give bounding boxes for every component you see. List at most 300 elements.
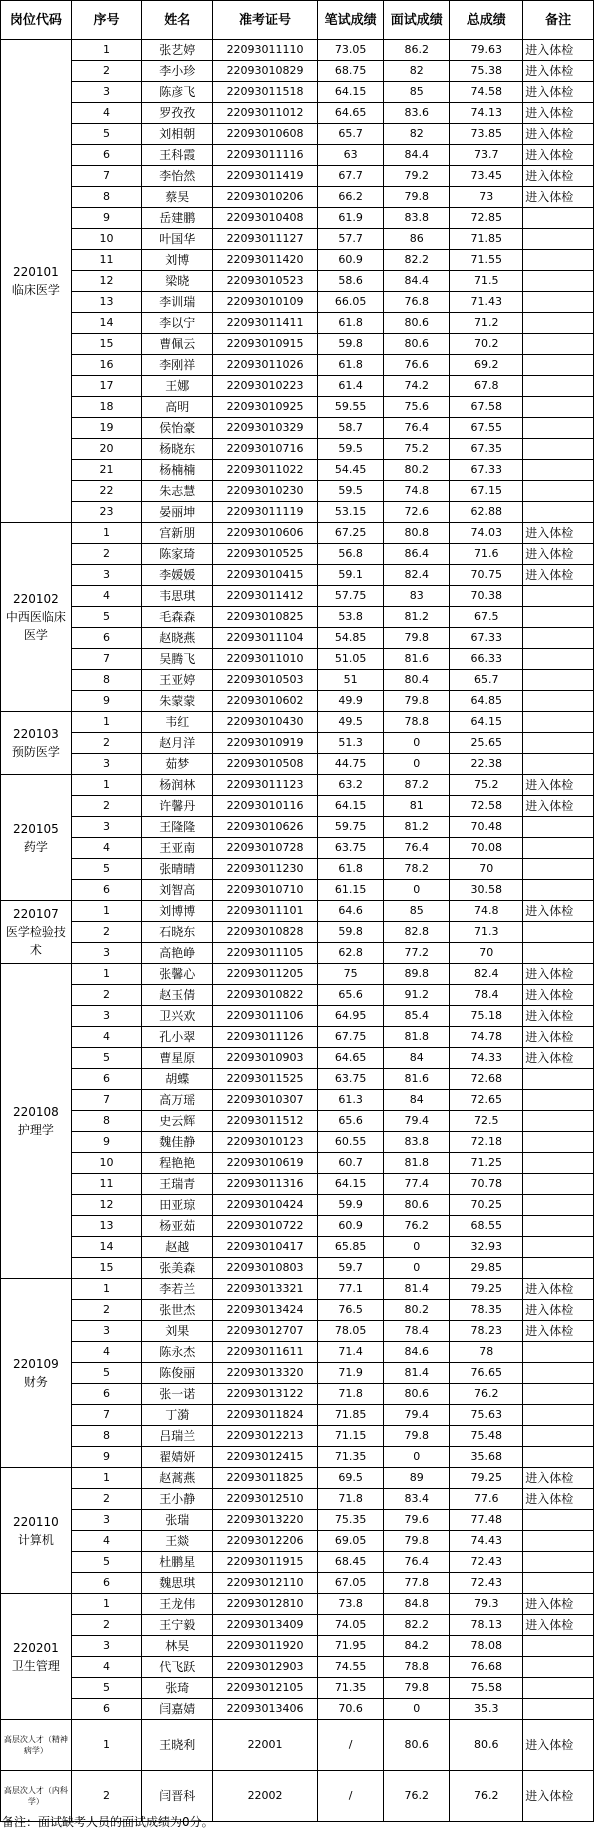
table-row (1, 1300, 594, 1321)
cell-total: 74.03 (450, 523, 523, 544)
cell-name: 赵蒿燕 (142, 1468, 213, 1489)
position-title: 药学 (23, 839, 48, 854)
cell-total: 77.48 (450, 1510, 523, 1531)
cell-seq: 3 (71, 82, 142, 103)
table-row (1, 817, 594, 838)
cell-written: 63.75 (318, 1069, 384, 1090)
cell-ticket: 22093012810 (213, 1594, 318, 1615)
cell-interview: 78.8 (384, 1657, 450, 1678)
cell-interview: 83 (384, 586, 450, 607)
cell-total: 72.18 (450, 1132, 523, 1153)
cell-name: 杨润林 (142, 775, 213, 796)
cell-note (523, 859, 594, 880)
table-row (1, 670, 594, 691)
header-row (1, 1, 594, 40)
cell-note (523, 418, 594, 439)
position-title: 卫生管理 (11, 1658, 60, 1673)
table-row (1, 1510, 594, 1531)
cell-interview: 0 (384, 733, 450, 754)
table-row (1, 523, 594, 544)
cell-note (523, 1447, 594, 1468)
cell-note (523, 1363, 594, 1384)
table-row (1, 775, 594, 796)
table-row (1, 187, 594, 208)
cell-ticket: 22093011512 (213, 1111, 318, 1132)
cell-total: 67.15 (450, 481, 523, 502)
cell-seq: 3 (71, 565, 142, 586)
cell-seq: 1 (71, 964, 142, 985)
cell-name: 韦红 (142, 712, 213, 733)
cell-written: 65.7 (318, 124, 384, 145)
cell-note (523, 1699, 594, 1720)
cell-name: 宫新朋 (142, 523, 213, 544)
cell-name: 陈家琦 (142, 544, 213, 565)
cell-note (523, 1174, 594, 1195)
cell-name: 韦思琪 (142, 586, 213, 607)
position-title: 医学检验技术 (5, 925, 66, 957)
cell-total: 71.85 (450, 229, 523, 250)
cell-name: 曹佩云 (142, 334, 213, 355)
cell-written: 51.05 (318, 649, 384, 670)
cell-ticket: 22093011525 (213, 1069, 318, 1090)
cell-note (523, 397, 594, 418)
cell-written: 67.7 (318, 166, 384, 187)
cell-total: 71.2 (450, 313, 523, 334)
cell-seq: 9 (71, 208, 142, 229)
cell-total: 72.43 (450, 1552, 523, 1573)
cell-note (523, 838, 594, 859)
cell-seq: 2 (71, 1615, 142, 1636)
cell-seq: 6 (71, 880, 142, 901)
cell-name: 高明 (142, 397, 213, 418)
cell-seq: 8 (71, 187, 142, 208)
cell-interview: 79.8 (384, 1531, 450, 1552)
table-row (1, 607, 594, 628)
cell-ticket: 22093011920 (213, 1636, 318, 1657)
cell-ticket: 22093011230 (213, 859, 318, 880)
cell-interview: 81.4 (384, 1363, 450, 1384)
cell-seq: 7 (71, 1405, 142, 1426)
cell-name: 张世杰 (142, 1300, 213, 1321)
cell-ticket: 22093011104 (213, 628, 318, 649)
cell-written: 60.55 (318, 1132, 384, 1153)
cell-name: 李媛媛 (142, 565, 213, 586)
cell-name: 张晴晴 (142, 859, 213, 880)
cell-name: 张艺婷 (142, 40, 213, 61)
cell-name: 孔小翠 (142, 1027, 213, 1048)
cell-ticket: 22093011316 (213, 1174, 318, 1195)
cell-name: 闫晋科 (142, 1771, 213, 1822)
cell-note: 进入体检 (523, 187, 594, 208)
cell-written: 44.75 (318, 754, 384, 775)
position-title: 计算机 (17, 1532, 54, 1547)
cell-note: 进入体检 (523, 565, 594, 586)
cell-ticket: 22093010503 (213, 670, 318, 691)
cell-written: 59.5 (318, 481, 384, 502)
cell-total: 69.2 (450, 355, 523, 376)
cell-interview: 81.2 (384, 607, 450, 628)
table-row (1, 334, 594, 355)
cell-total: 22.38 (450, 754, 523, 775)
cell-seq: 9 (71, 1132, 142, 1153)
cell-note: 进入体检 (523, 124, 594, 145)
cell-written: 59.75 (318, 817, 384, 838)
cell-seq: 4 (71, 1657, 142, 1678)
cell-total: 71.5 (450, 271, 523, 292)
table-row (1, 943, 594, 964)
cell-name: 晏丽坤 (142, 502, 213, 523)
table-row (1, 1447, 594, 1468)
table-row (1, 1279, 594, 1300)
cell-note: 进入体检 (523, 1279, 594, 1300)
cell-written: 61.8 (318, 859, 384, 880)
cell-seq: 21 (71, 460, 142, 481)
cell-note (523, 1678, 594, 1699)
cell-seq: 4 (71, 586, 142, 607)
cell-seq: 5 (71, 1363, 142, 1384)
cell-total: 70.48 (450, 817, 523, 838)
cell-total: 62.88 (450, 502, 523, 523)
cell-interview: 81.8 (384, 1027, 450, 1048)
cell-interview: 79.6 (384, 1510, 450, 1531)
cell-written: 49.9 (318, 691, 384, 712)
cell-ticket: 22093011126 (213, 1027, 318, 1048)
cell-total: 74.58 (450, 82, 523, 103)
cell-ticket: 22093010608 (213, 124, 318, 145)
cell-interview: 91.2 (384, 985, 450, 1006)
cell-ticket: 22093010710 (213, 880, 318, 901)
position-cell (1, 1279, 72, 1468)
cell-note: 进入体检 (523, 82, 594, 103)
cell-total: 72.5 (450, 1111, 523, 1132)
cell-note: 进入体检 (523, 523, 594, 544)
cell-seq: 20 (71, 439, 142, 460)
cell-interview: 0 (384, 1699, 450, 1720)
table-row (1, 985, 594, 1006)
cell-ticket: 22093010307 (213, 1090, 318, 1111)
cell-total: 75.48 (450, 1426, 523, 1447)
cell-note: 进入体检 (523, 61, 594, 82)
cell-name: 陈彦飞 (142, 82, 213, 103)
cell-interview: 79.8 (384, 1426, 450, 1447)
table-row (1, 82, 594, 103)
cell-interview: 84.2 (384, 1636, 450, 1657)
cell-interview: 86 (384, 229, 450, 250)
cell-interview: 76.4 (384, 418, 450, 439)
table-row (1, 418, 594, 439)
cell-interview: 0 (384, 1447, 450, 1468)
table-row (1, 880, 594, 901)
header-interview: 面试成绩 (384, 1, 450, 40)
cell-total: 79.3 (450, 1594, 523, 1615)
cell-written: 60.9 (318, 1216, 384, 1237)
table-row (1, 1594, 594, 1615)
table-row (1, 1027, 594, 1048)
cell-name: 李以宁 (142, 313, 213, 334)
cell-note (523, 208, 594, 229)
cell-name: 吴腾飞 (142, 649, 213, 670)
cell-total: 70.38 (450, 586, 523, 607)
cell-name: 李怡然 (142, 166, 213, 187)
cell-written: 71.95 (318, 1636, 384, 1657)
cell-seq: 3 (71, 1321, 142, 1342)
cell-seq: 5 (71, 124, 142, 145)
cell-note (523, 1258, 594, 1279)
cell-total: 76.2 (450, 1771, 523, 1822)
cell-seq: 2 (71, 733, 142, 754)
position-code: 220201 (12, 1640, 59, 1655)
cell-interview: 85 (384, 901, 450, 922)
cell-interview: 80.6 (384, 1720, 450, 1771)
cell-ticket: 22093011022 (213, 460, 318, 481)
cell-interview: 84.6 (384, 1342, 450, 1363)
cell-total: 67.58 (450, 397, 523, 418)
cell-ticket: 22093013122 (213, 1384, 318, 1405)
table-row (1, 439, 594, 460)
position-code: 220107 (12, 907, 59, 921)
cell-note: 进入体检 (523, 1300, 594, 1321)
cell-total: 66.33 (450, 649, 523, 670)
cell-interview: 83.4 (384, 1489, 450, 1510)
cell-name: 李训瑞 (142, 292, 213, 313)
cell-written: 73.8 (318, 1594, 384, 1615)
cell-ticket: 22093011915 (213, 1552, 318, 1573)
cell-name: 刘博博 (142, 901, 213, 922)
cell-written: 59.8 (318, 334, 384, 355)
cell-total: 76.2 (450, 1384, 523, 1405)
cell-interview: 76.2 (384, 1771, 450, 1822)
cell-name: 王小静 (142, 1489, 213, 1510)
cell-seq: 1 (71, 901, 142, 922)
cell-ticket: 22093010903 (213, 1048, 318, 1069)
table-row (1, 1195, 594, 1216)
cell-written: 74.55 (318, 1657, 384, 1678)
header-ticket: 准考证号 (213, 1, 318, 40)
cell-seq: 9 (71, 691, 142, 712)
cell-written: 56.8 (318, 544, 384, 565)
cell-interview: 80.4 (384, 670, 450, 691)
cell-name: 刘相朝 (142, 124, 213, 145)
header-written: 笔试成绩 (318, 1, 384, 40)
table-row (1, 376, 594, 397)
cell-note (523, 1552, 594, 1573)
cell-interview: 89 (384, 1468, 450, 1489)
cell-seq: 6 (71, 145, 142, 166)
cell-seq: 6 (71, 1069, 142, 1090)
cell-note: 进入体检 (523, 964, 594, 985)
cell-note (523, 733, 594, 754)
cell-ticket: 22093010329 (213, 418, 318, 439)
cell-written: 71.35 (318, 1447, 384, 1468)
cell-ticket: 22093010728 (213, 838, 318, 859)
cell-seq: 3 (71, 1006, 142, 1027)
cell-note (523, 271, 594, 292)
cell-interview: 79.8 (384, 628, 450, 649)
cell-seq: 2 (71, 922, 142, 943)
table-row (1, 460, 594, 481)
cell-total: 64.15 (450, 712, 523, 733)
table-row (1, 1342, 594, 1363)
cell-seq: 12 (71, 271, 142, 292)
cell-note (523, 1636, 594, 1657)
cell-total: 78.35 (450, 1300, 523, 1321)
cell-seq: 11 (71, 1174, 142, 1195)
cell-name: 胡蝶 (142, 1069, 213, 1090)
cell-name: 王隆隆 (142, 817, 213, 838)
cell-name: 叶国华 (142, 229, 213, 250)
cell-total: 72.58 (450, 796, 523, 817)
cell-interview: 81.6 (384, 649, 450, 670)
cell-written: 75.35 (318, 1510, 384, 1531)
cell-seq: 4 (71, 103, 142, 124)
cell-ticket: 22093011105 (213, 943, 318, 964)
cell-written: 61.8 (318, 313, 384, 334)
cell-note: 进入体检 (523, 40, 594, 61)
cell-seq: 3 (71, 754, 142, 775)
cell-seq: 2 (71, 796, 142, 817)
cell-interview: 82.8 (384, 922, 450, 943)
cell-written: 73.05 (318, 40, 384, 61)
cell-name: 魏佳静 (142, 1132, 213, 1153)
cell-written: 61.3 (318, 1090, 384, 1111)
cell-note (523, 1132, 594, 1153)
cell-note (523, 481, 594, 502)
cell-name: 罗孜孜 (142, 103, 213, 124)
cell-ticket: 22093012206 (213, 1531, 318, 1552)
cell-seq: 14 (71, 313, 142, 334)
cell-note: 进入体检 (523, 1027, 594, 1048)
cell-written: 65.85 (318, 1237, 384, 1258)
cell-interview: 74.2 (384, 376, 450, 397)
table-row (1, 901, 594, 922)
cell-ticket: 22093010525 (213, 544, 318, 565)
cell-name: 岳建鹏 (142, 208, 213, 229)
table-row (1, 1090, 594, 1111)
cell-total: 70.75 (450, 565, 523, 586)
cell-name: 李小珍 (142, 61, 213, 82)
cell-written: 71.85 (318, 1405, 384, 1426)
cell-written: 60.7 (318, 1153, 384, 1174)
cell-ticket: 22093012510 (213, 1489, 318, 1510)
cell-name: 赵月洋 (142, 733, 213, 754)
cell-seq: 1 (71, 1468, 142, 1489)
cell-total: 70 (450, 859, 523, 880)
cell-total: 29.85 (450, 1258, 523, 1279)
table-row (1, 1216, 594, 1237)
cell-note (523, 1237, 594, 1258)
cell-ticket: 22093010822 (213, 985, 318, 1006)
table-row (1, 691, 594, 712)
cell-ticket: 22093012903 (213, 1657, 318, 1678)
cell-seq: 11 (71, 250, 142, 271)
cell-interview: 77.4 (384, 1174, 450, 1195)
cell-name: 朱蒙蒙 (142, 691, 213, 712)
cell-written: 67.75 (318, 1027, 384, 1048)
cell-total: 72.85 (450, 208, 523, 229)
header-total: 总成绩 (450, 1, 523, 40)
cell-note (523, 1531, 594, 1552)
cell-seq: 2 (71, 985, 142, 1006)
cell-interview: 85.4 (384, 1006, 450, 1027)
cell-name: 史云辉 (142, 1111, 213, 1132)
cell-total: 35.3 (450, 1699, 523, 1720)
cell-written: 62.8 (318, 943, 384, 964)
table-row (1, 1699, 594, 1720)
cell-interview: 84.4 (384, 271, 450, 292)
cell-name: 魏思琪 (142, 1573, 213, 1594)
cell-written: 70.6 (318, 1699, 384, 1720)
cell-written: 63 (318, 145, 384, 166)
table-row (1, 145, 594, 166)
cell-name: 刘果 (142, 1321, 213, 1342)
cell-ticket: 22093011518 (213, 82, 318, 103)
table-row (1, 355, 594, 376)
cell-total: 77.6 (450, 1489, 523, 1510)
cell-total: 78.13 (450, 1615, 523, 1636)
table-row (1, 1132, 594, 1153)
cell-written: 60.9 (318, 250, 384, 271)
table-row (1, 1720, 594, 1771)
cell-interview: 74.8 (384, 481, 450, 502)
cell-name: 张馨心 (142, 964, 213, 985)
cell-total: 71.6 (450, 544, 523, 565)
cell-total: 74.13 (450, 103, 523, 124)
cell-written: 64.15 (318, 1174, 384, 1195)
cell-name: 朱志慧 (142, 481, 213, 502)
cell-ticket: 22093012415 (213, 1447, 318, 1468)
cell-note (523, 628, 594, 649)
cell-ticket: 22093010123 (213, 1132, 318, 1153)
cell-name: 赵越 (142, 1237, 213, 1258)
cell-ticket: 22093011411 (213, 313, 318, 334)
cell-interview: 84 (384, 1090, 450, 1111)
cell-interview: 77.8 (384, 1573, 450, 1594)
cell-written: 69.5 (318, 1468, 384, 1489)
cell-ticket: 22093010523 (213, 271, 318, 292)
cell-note (523, 1426, 594, 1447)
cell-seq: 1 (71, 40, 142, 61)
cell-name: 杨亚茹 (142, 1216, 213, 1237)
cell-ticket: 22093011127 (213, 229, 318, 250)
cell-written: 69.05 (318, 1531, 384, 1552)
table-row (1, 1153, 594, 1174)
cell-seq: 15 (71, 334, 142, 355)
cell-note (523, 1405, 594, 1426)
table-row (1, 1174, 594, 1195)
position-title: 预防医学 (11, 745, 60, 759)
table-row (1, 229, 594, 250)
cell-total: 35.68 (450, 1447, 523, 1468)
cell-name: 刘博 (142, 250, 213, 271)
cell-seq: 6 (71, 1573, 142, 1594)
cell-total: 78.08 (450, 1636, 523, 1657)
cell-written: 64.65 (318, 1048, 384, 1069)
cell-total: 73.85 (450, 124, 523, 145)
table-row (1, 250, 594, 271)
cell-written: 64.65 (318, 103, 384, 124)
cell-interview: 0 (384, 754, 450, 775)
cell-seq: 16 (71, 355, 142, 376)
cell-written: 68.45 (318, 1552, 384, 1573)
cell-interview: 75.6 (384, 397, 450, 418)
table-row (1, 1489, 594, 1510)
position-code: 220110 (12, 1514, 59, 1529)
position-code: 220108 (12, 1105, 59, 1119)
cell-ticket: 22093013320 (213, 1363, 318, 1384)
cell-written: 51 (318, 670, 384, 691)
cell-interview: 79.8 (384, 187, 450, 208)
cell-total: 72.68 (450, 1069, 523, 1090)
